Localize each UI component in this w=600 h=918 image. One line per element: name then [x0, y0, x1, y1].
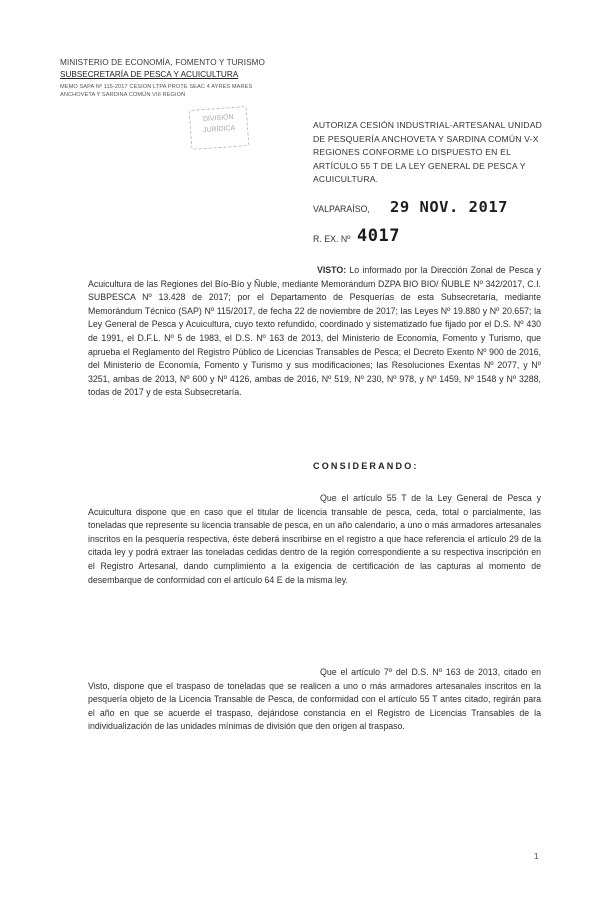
subsecretaria-name: SUBSECRETARÍA DE PESCA Y ACUICULTURA: [60, 70, 239, 79]
letterhead: [60, 58, 310, 99]
resolution-number: [313, 226, 513, 250]
paragraph-2-text: Que el artículo 7º del D.S. Nº 163 de 2013, citado en Visto, dispone que el traspaso de toneladas que se realicen a uno o más armadores artesanales inscritos en la pesquería objeto de la Licencia Transable de Pesca, de conformidad con el artículo 55 T antes citado, regirán para el año en que se acuerde el traspaso, dejándose constancia en el Registro de Licencias Transables de la individualización de las unidades mínimas de división que den origen al traspaso.: [88, 667, 541, 732]
considerando-paragraph-2: [88, 666, 541, 734]
division-stamp: [189, 106, 250, 150]
visto-text: Lo informado por la Dirección Zonal de Pesca y Acuicultura de las Regiones del Bío-Bío y Ñuble, mediante Memorándum DZPA BIO BIO/ ÑUBLE Nº 342/2017, C.I. SUBPESCA Nº 13.428 de 2017; por el Departamento de Pesquerías de esta Subsecretaría, mediante Memorándum Técnico (SAP) Nº 115/2017, de fecha 22 de noviembre de 2017; las Leyes Nº 19.880 y Nº 20.657; la Ley General de Pesca y Acuicultura, cuyo texto refundido, coordinado y sistematizado fue fijado por el D.S. Nº 430 de 1991, el D.F.L. Nº 5 de 1983, el D.S. Nº 163 de 2013, del Ministerio de Economía, Fomento y Turismo, que aprueba el Reglamento del Registro Público de Licencias Transables de Pesca; el Decreto Exento Nº 900 de 2016, del Ministerio de Economía, Fomento y Turismo y sus modificaciones; las Resoluciones Exentas Nº 2077, y Nº 3251, ambas de 2013, Nº 600 y Nº 4126, ambas de 2016, Nº 519, Nº 230, Nº 978, y Nº 1459, Nº 1548 y Nº 3288, todas de 2017 y de esta Subsecretaría.: [88, 265, 541, 398]
memo-line-1: MEMO SAPA Nº 115-2017 CESION LTPA PROTE SEAC 4 AYRES MARES: [60, 84, 253, 90]
stamp-line-2: JURÍDICA: [202, 124, 236, 135]
visto-paragraph: [88, 264, 541, 400]
page-number: 1: [534, 852, 539, 861]
visto-lead: VISTO:: [317, 265, 347, 275]
resolution-number-value: 4017: [357, 226, 400, 246]
ministry-name: MINISTERIO DE ECONOMÍA, FOMENTO Y TURISMO: [60, 58, 266, 67]
paragraph-1-text: Que el artículo 55 T de la Ley General de Pesca y Acuicultura dispone que en caso que el titular de licencia transable de pesca, ceda, total o parcialmente, las toneladas que represente su licencia transable de pesca, en un año calendario, a uno o más armadores artesanales inscritos en la pesquería respectiva, éste deberá inscribirse en el registro a que hace referencia el artículo 29 de la citada ley y podrá extraer las toneladas cedidas dentro de la región correspondiente a su respectiva inscripción en el Registro Artesanal, dando cumplimiento a la exigencia de certificación de las capturas al momento de desembarque de conformidad con el artículo 64 E de la misma ley.: [88, 493, 541, 585]
memo-line-2: ANCHOVETA Y SARDINA COMÚN VIII REGION: [60, 92, 186, 98]
place-date: [313, 198, 553, 222]
date-stamp: 29 NOV. 2017: [390, 198, 508, 216]
stamp-line-1: DIVISIÓN: [202, 113, 234, 124]
place-label: VALPARAÍSO,: [313, 204, 370, 214]
considerando-heading: CONSIDERANDO:: [313, 461, 419, 471]
considerando-paragraph-1: [88, 492, 541, 587]
resolution-label: R. EX. Nº: [313, 234, 351, 244]
memo-reference: [60, 83, 310, 99]
resolution-title: AUTORIZA CESIÓN INDUSTRIAL-ARTESANAL UNIDAD DE PESQUERÍA ANCHOVETA Y SARDINA COMÚN V-X REGIONES CONFORME LO DISPUESTO EN EL ARTÍCULO 55 T DE LA LEY GENERAL DE PESCA Y ACUICULTURA.: [313, 120, 543, 184]
